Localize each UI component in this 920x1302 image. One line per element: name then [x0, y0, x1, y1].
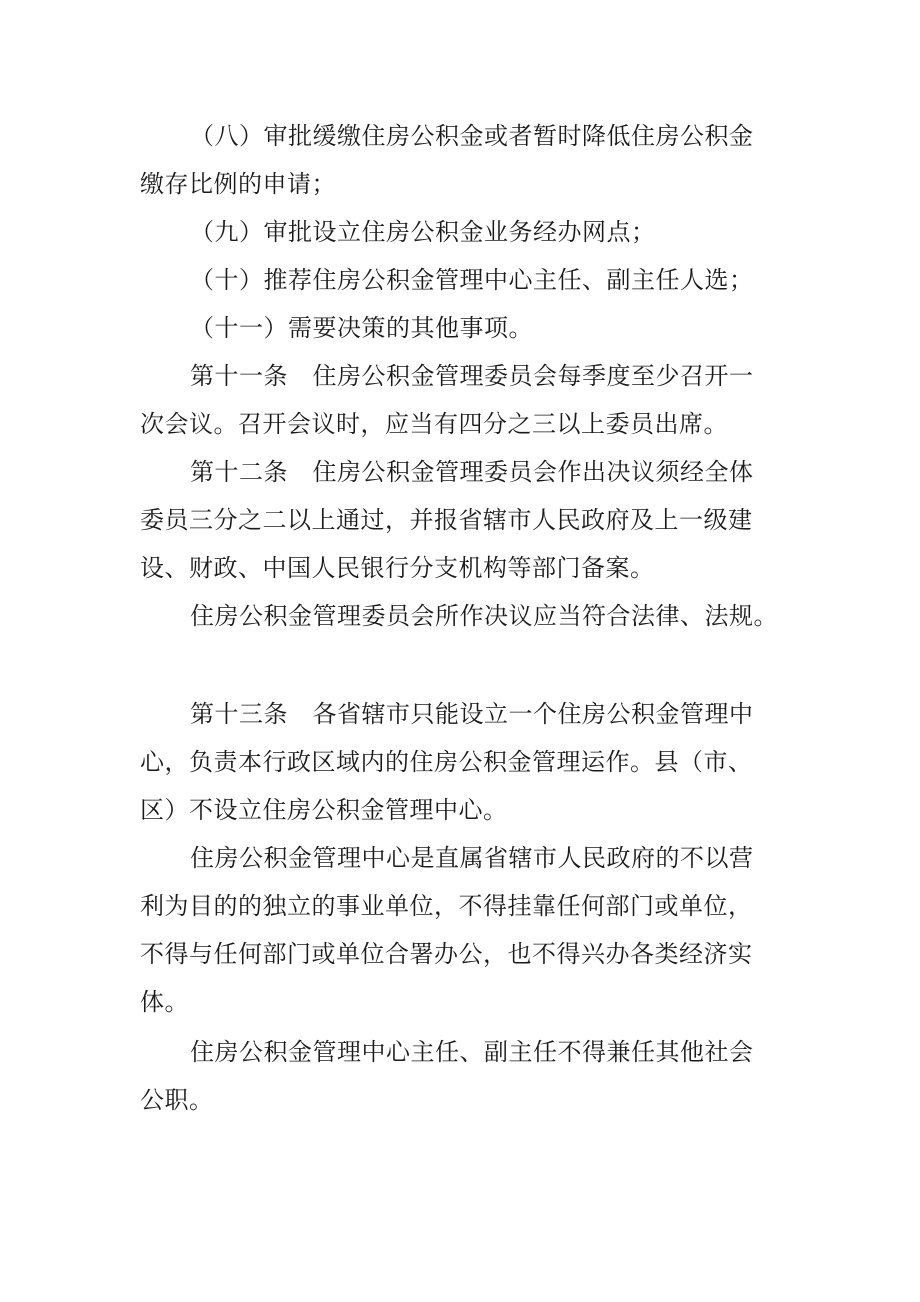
item-8-line-2: 缴存比例的申请； — [140, 170, 336, 198]
article-13-paragraph-2-line-3: 不得与任何部门或单位合署办公，也不得兴办各类经济实 — [140, 940, 753, 968]
article-13-line-2: 心，负责本行政区域内的住房公积金管理运作。县（市、 — [140, 748, 753, 776]
article-12-line-1: 第十二条 住房公积金管理委员会作出决议须经全体 — [190, 458, 754, 486]
article-12-line-3: 设、财政、中国人民银行分支机构等部门备案。 — [140, 554, 655, 582]
article-13-paragraph-2-line-2: 利为目的的独立的事业单位，不得挂靠任何部门或单位， — [140, 892, 753, 920]
article-12-paragraph-2: 住房公积金管理委员会所作决议应当符合法律、法规。 — [190, 602, 778, 630]
item-9: （九）审批设立住房公积金业务经办网点； — [190, 218, 656, 246]
article-13-line-3: 区）不设立住房公积金管理中心。 — [140, 796, 508, 824]
article-13-paragraph-2-line-1: 住房公积金管理中心是直属省辖市人民政府的不以营 — [190, 844, 754, 872]
article-13-paragraph-2-line-4: 体。 — [140, 988, 189, 1016]
item-8-line-1: （八）审批缓缴住房公积金或者暂时降低住房公积金 — [190, 122, 754, 150]
article-11-line-2: 次会议。召开会议时，应当有四分之三以上委员出席。 — [140, 410, 728, 438]
article-13-line-1: 第十三条 各省辖市只能设立一个住房公积金管理中 — [190, 700, 754, 728]
article-13-paragraph-3-line-1: 住房公积金管理中心主任、副主任不得兼任其他社会 — [190, 1038, 754, 1066]
article-13-paragraph-3-line-2: 公职。 — [140, 1086, 214, 1114]
article-12-line-2: 委员三分之二以上通过，并报省辖市人民政府及上一级建 — [140, 506, 753, 534]
article-11-line-1: 第十一条 住房公积金管理委员会每季度至少召开一 — [190, 362, 754, 390]
item-10: （十）推荐住房公积金管理中心主任、副主任人选； — [190, 266, 754, 294]
item-11: （十一）需要决策的其他事项。 — [190, 314, 533, 342]
